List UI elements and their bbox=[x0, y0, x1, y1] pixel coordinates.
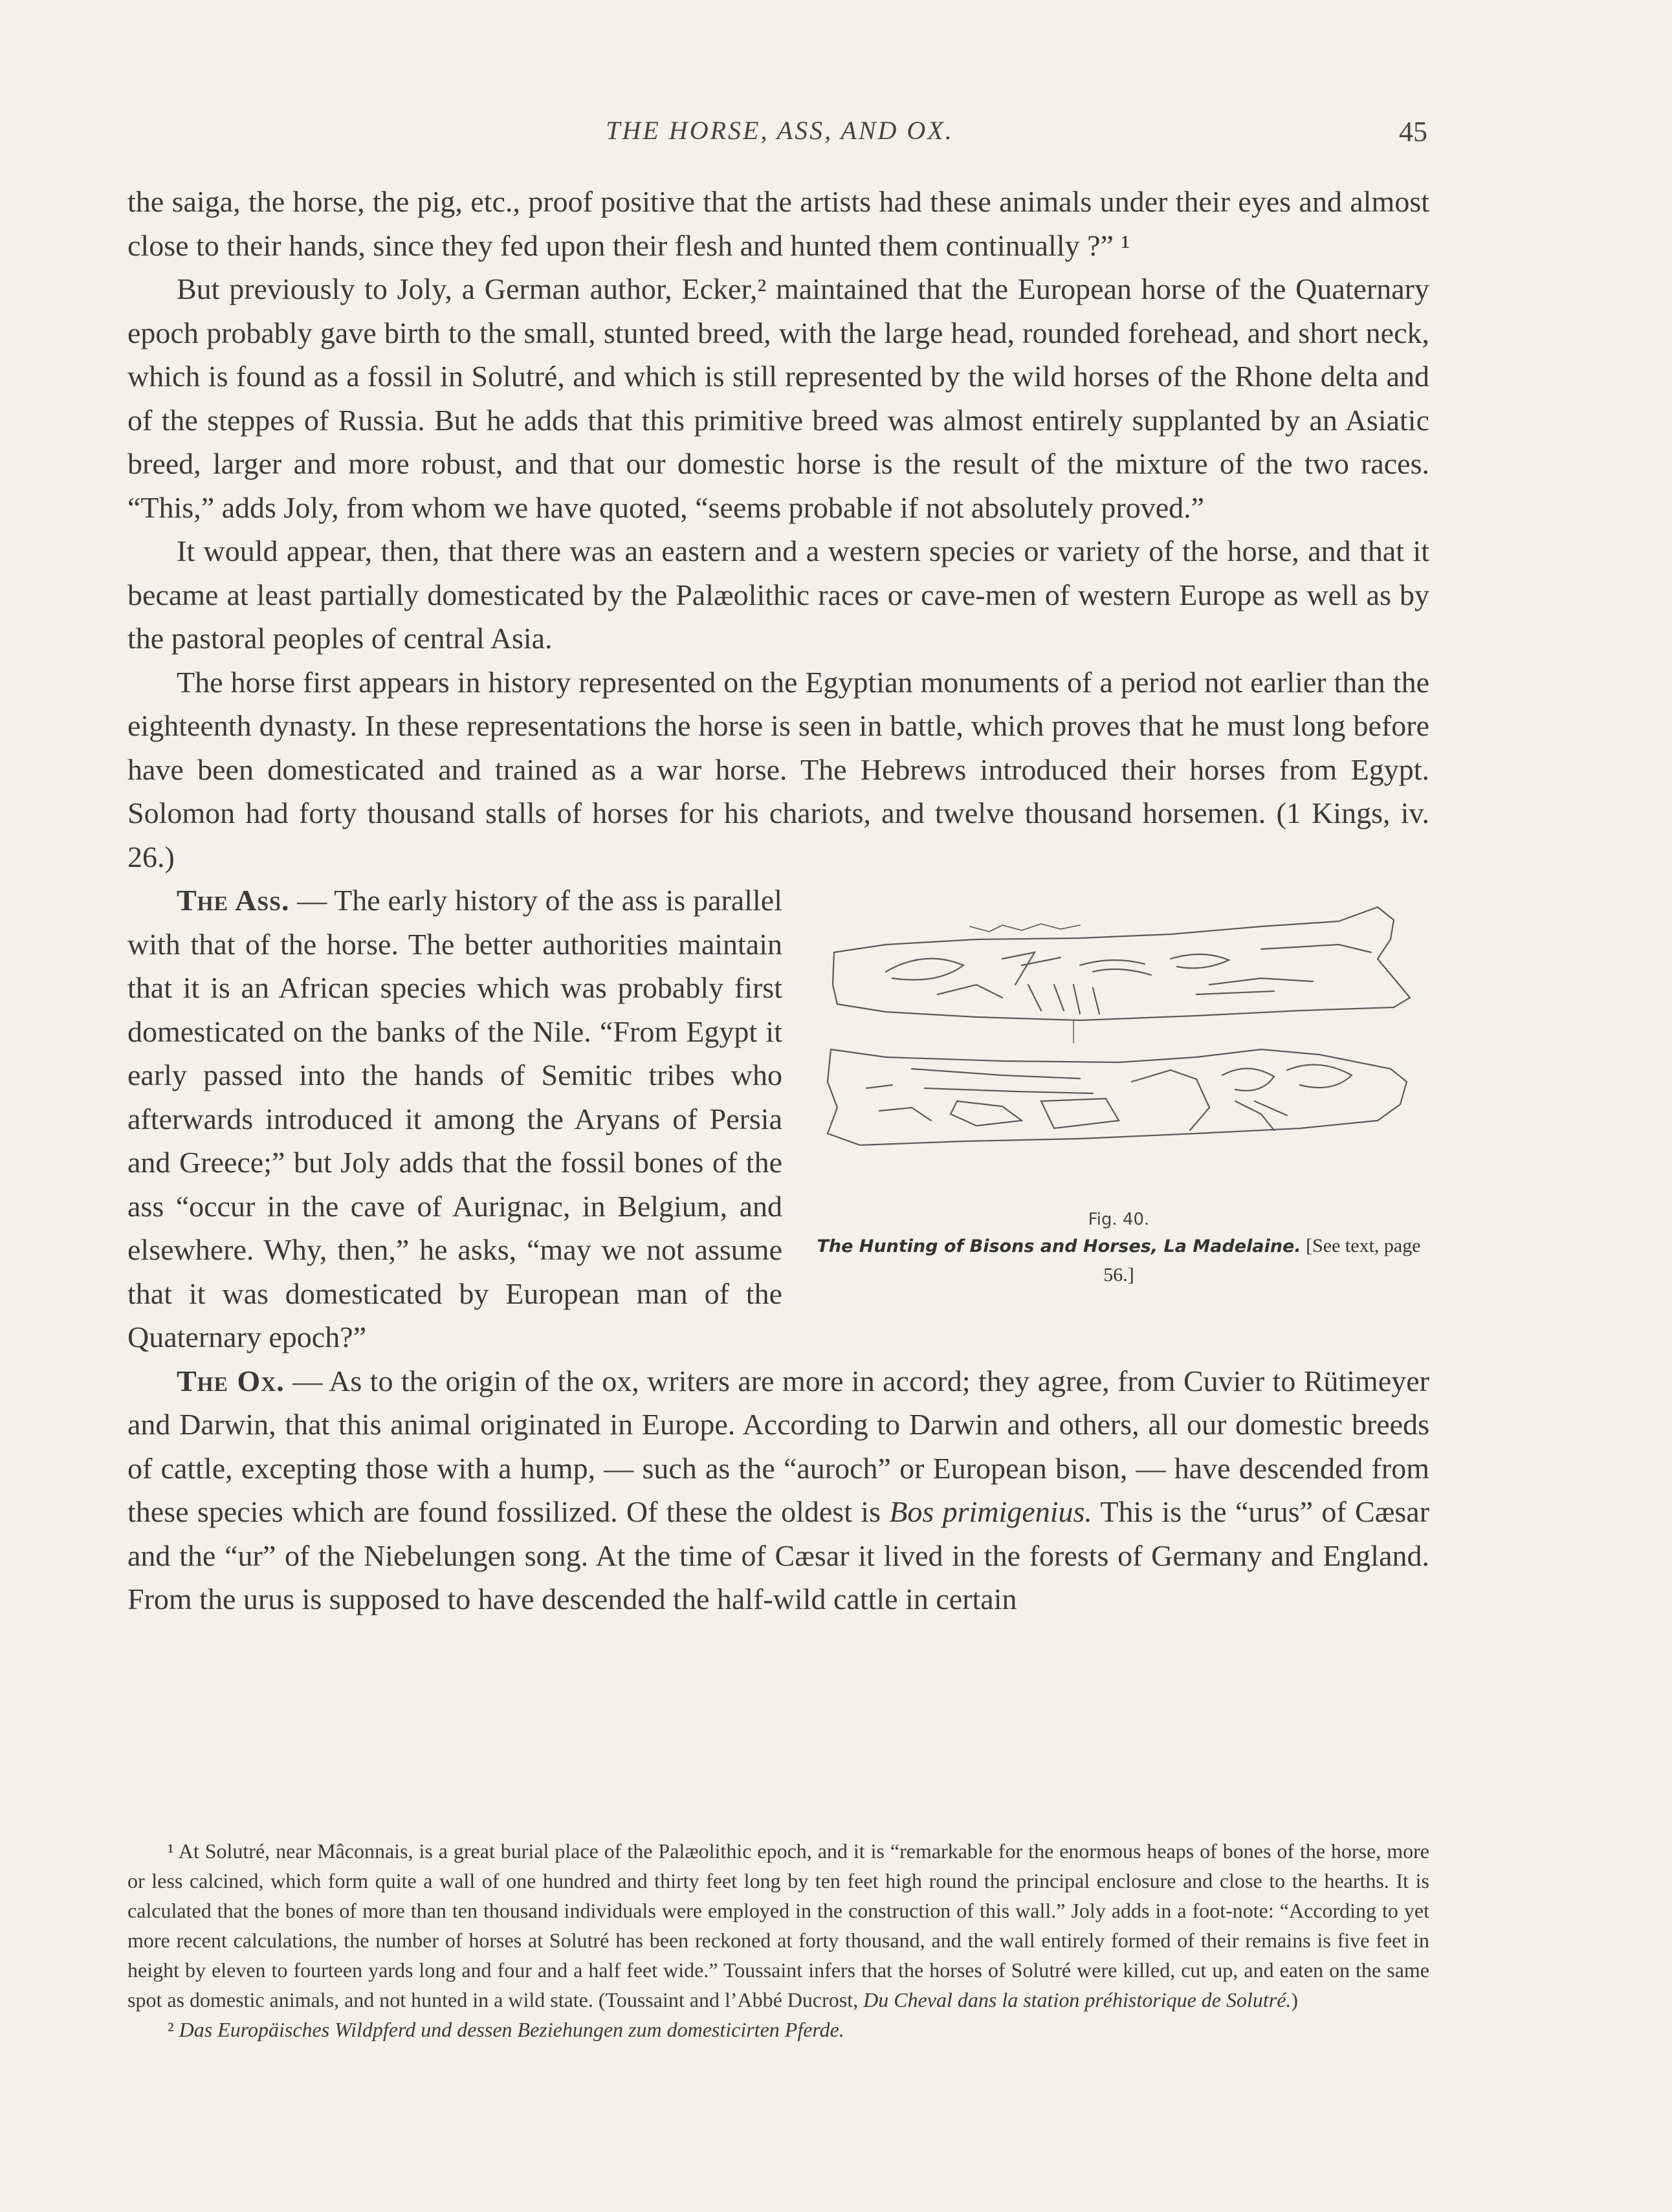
paragraph-ass-text: — The early history of the ass is parallel with that of the horse. The better authorities maintain that it is an African species which was probably first domesticated on the banks of the Nile. “From Egypt it early passed into the hands of Semitic tribes who afterwards introduced it among the Aryans of Persia and Greece;” but Joly adds that the fossil bones of the ass “occur in the cave of Aurignac, in Belgium, and elsewhere. Why, then,” he asks, “may we not assume that it was domesticated by European man of the Quaternary epoch?” bbox=[127, 884, 782, 1353]
section-heading-ox: The Ox. bbox=[177, 1364, 285, 1397]
engraving-illustration bbox=[808, 888, 1429, 1192]
page-number: 45 bbox=[1399, 116, 1427, 148]
figure-caption-reference: [See text, page 56.] bbox=[1103, 1235, 1421, 1286]
footnote-2-title: Das Europäisches Wildpferd und dessen Beziehungen zum domesticirten Pferde. bbox=[179, 2018, 844, 2041]
running-title: THE HORSE, ASS, AND OX. bbox=[606, 116, 954, 145]
footnotes bbox=[127, 1836, 1429, 2044]
section-heading-ass: The Ass. bbox=[177, 884, 290, 917]
figure-caption bbox=[808, 1232, 1429, 1289]
paragraph-ox bbox=[127, 1359, 1429, 1621]
footnote-2-number: ² bbox=[168, 2018, 174, 2041]
footnote-1-close: ) bbox=[1291, 1988, 1299, 2011]
paragraph-eastern-western: It would appear, then, that there was an eastern and a western species or variety of the horse, and that it became at least partially domesticated by the Palæolithic races or cave-men of western Europe as well as by the pastoral peoples of central Asia. bbox=[127, 534, 1429, 655]
figure-40 bbox=[808, 888, 1429, 1334]
page-header bbox=[0, 115, 1672, 160]
footnote-1-text: ¹ At Solutré, near Mâconnais, is a great burial place of the Palæolithic epoch, and it is “remarkable for the enormous heaps of bones of the horse, more or less calcined, which form quite a wall of one hundred and thirty feet long by ten feet high round the principal enclosure and close to the hearths. It is calculated that the bones of more than ten thousand individuals were employed in the construction of this wall.” Joly adds in a foot-note: “According to yet more recent calculations, the number of horses at Solutré has been reckoned at forty thousand, and the wall entirely formed of their remains is five feet in height by eleven to fourteen yards long and four and a half feet wide.” Toussaint infers that the horses of Solutré were killed, cut up, and eaten on the same spot as domestic animals, and not hunted in a wild state. (Toussaint and l’Abbé Ducrost, bbox=[127, 1839, 1429, 2011]
paragraph-ox-text-a: — As to the origin of the ox, writers are more in accord; they agree, from Cuvier to Rütimeyer and Darwin, that this animal originated in Europe. According to Darwin and others, all our domestic breeds of cattle, excepting those with a hump, — such as the “auroch” or European bison, — have descended from these species which are found fossilized. Of these the oldest is bbox=[127, 1364, 1429, 1528]
body-text bbox=[127, 180, 1429, 1621]
footnote-1-title: Du Cheval dans la station préhistorique de Solutré. bbox=[863, 1988, 1292, 2011]
paragraph-continuation: the saiga, the horse, the pig, etc., proof positive that the artists had these animals under their eyes and almost close to their hands, since they fed upon their flesh and hunted them continually ?” ¹ bbox=[127, 185, 1429, 262]
lower-bone-outline bbox=[828, 1049, 1407, 1145]
footnote-1 bbox=[127, 1836, 1429, 2015]
upper-bone-outline bbox=[833, 907, 1410, 1020]
figure-caption-title: The Hunting of Bisons and Horses, La Madelaine. bbox=[817, 1236, 1301, 1256]
paragraph-ox-text-b: This is the “urus” of Cæsar and the “ur” of the Niebelungen song. At the time of Cæsar it lived in the forests of Germany and England. From the urus is supposed to have descended the half-wild cattle in certain bbox=[127, 1495, 1430, 1615]
footnote-2 bbox=[127, 2015, 1429, 2044]
figure-label: Fig. 40. bbox=[1088, 1210, 1150, 1229]
paragraph-ecker: But previously to Joly, a German author, Ecker,² maintained that the European horse of the Quaternary epoch probably gave birth to the small, stunted breed, with the large head, rounded forehead, and short neck, which is found as a fossil in Solutré, and which is still represented by the wild horses of the Rhone delta and of the steppes of Russia. But he adds that this primitive breed was almost entirely supplanted by an Asiatic breed, larger and more robust, and that our domestic horse is the result of the mixture of the two races. “This,” adds Joly, from whom we have quoted, “seems probable if not absolutely proved.” bbox=[127, 272, 1429, 524]
paragraph-ox-species: Bos primigenius. bbox=[889, 1495, 1092, 1528]
paragraph-horse-history bbox=[127, 661, 1429, 879]
paragraph-horse-history-text: The horse first appears in history represented on the Egyptian monuments of a period not earlier than the eighteenth dynasty. In these representations the horse is seen in battle, which proves that he must long before have been domesticated and trained as a war horse. The Hebrews introduced their horses from Egypt. Solomon had forty thousand stalls of horses for his chariots, and twelve thousand horsemen. (1 Kings, iv. 26.) bbox=[127, 665, 1429, 873]
